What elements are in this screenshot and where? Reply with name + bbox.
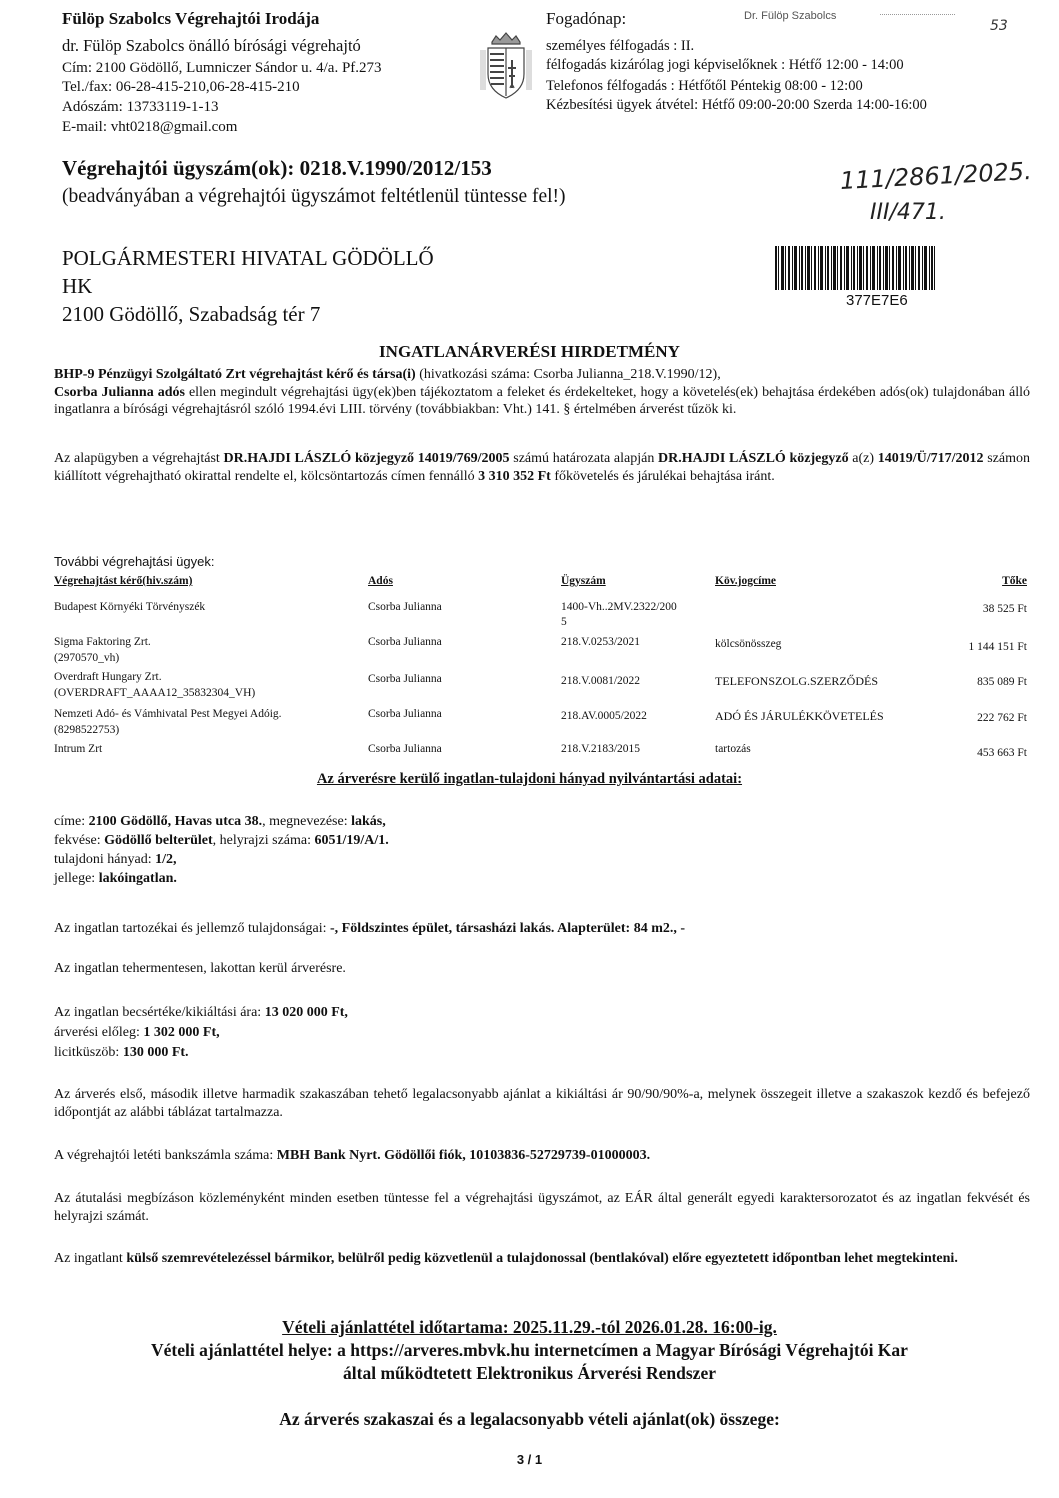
step-label: licitküszöb: [54,1045,123,1060]
table-row-capital: 38 525 Ft [982,603,1027,615]
table-row-case: 1400-Vh..2MV.2322/200 [561,601,677,613]
table-row-basis: kölcsönösszeg [715,638,782,650]
property-share: 1/2, [155,852,177,867]
property-lot-number: 6051/19/A/1. [314,833,389,848]
barcode-code: 377E7E6 [846,292,908,309]
viewing-text-1: Az ingatlant [54,1251,127,1266]
phone-reception: Telefonos félfogadás : Hétfőtől Péntekig 08:00 - 12:00 [546,78,863,94]
basis-text-2: számú határozata alapján [509,451,659,466]
table-row-debtor: Csorba Julianna [368,743,442,755]
table-row-creditor: Nemzeti Adó- és Vámhivatal Pest Megyei Adóig. [54,708,282,720]
basis-text-5: főkövetelés és járulékai behajtása iránt. [550,468,775,484]
personal-reception: személyes félfogadás : II. [546,38,695,54]
table-row-basis: ADÓ ÉS JÁRULÉKKÖVETELÉS [715,709,884,723]
cases-caption: További végrehajtási ügyek: [54,554,215,569]
price-details [54,1003,348,1063]
debtor-name: Csorba Julianna adós [54,384,185,400]
table-row-debtor: Csorba Julianna [368,636,442,648]
table-row-case: 218.AV.0005/2022 [561,710,647,722]
table-row-case: 218.V.0253/2021 [561,636,641,648]
property-details [54,812,389,888]
reception-title: Fogadónap: [546,9,627,28]
table-row-creditor: Intrum Zrt [54,743,103,755]
enforceable-document: 14019/Ü/717/2012 [877,451,984,466]
deposit-label: árverési előleg: [54,1025,144,1040]
col-header-debtor: Adós [368,575,393,587]
case-number: Végrehajtói ügyszám(ok): 0218.V.1990/2012/153 [62,156,492,180]
table-row-creditor-ref: (2970570_vh) [54,652,120,664]
office-name: Fülöp Szabolcs Végrehajtói Irodája [62,9,320,28]
recipient-name: POLGÁRMESTERI HIVATAL GÖDÖLLŐ [62,246,434,270]
table-row-creditor-ref: (OVERDRAFT_AAAA12_35832304_VH) [54,687,256,699]
viewing-text-2: külső szemrevételezéssel bármikor, belülről pedig közvetlenül a tulajdonossal (bentlakóval) előre egyeztetett időpontban lehet megtekinteni. [126,1251,958,1266]
legal-reception: félfogadás kizárólag jogi képviselőknek : Hétfő 12:00 - 14:00 [546,57,904,73]
table-row-capital: 835 089 Ft [977,676,1027,688]
office-email: E-mail: vht0218@gmail.com [62,119,238,135]
table-row-capital: 222 762 Ft [977,712,1027,724]
bidding-place-line1: Vételi ajánlattétel helye: a https://arveres.mbvk.hu internetcímen a Magyar Bírósági Végrehajtói Kar [151,1340,908,1360]
value-label: Az ingatlan becsértéke/kikiáltási ára: [54,1005,265,1020]
col-header-capital: Tőke [1002,575,1027,587]
coat-of-arms-icon [478,30,534,102]
table-row-case: 218.V.0081/2022 [561,675,641,687]
col-header-creditor: Végrehajtást kérő(hiv.szám) [54,575,193,587]
name-label: , megnevezése: [262,814,352,829]
office-address: Cím: 2100 Gödöllő, Lumniczer Sándor u. 4/a. Pf.273 [62,60,382,76]
stamp-text: Dr. Fülöp Szabolcs [744,10,837,22]
transfer-paragraph: Az átutalási megbízáson közleményként minden esetben tüntesse fel a végrehajtási ügyszámot, az EÁR által generált egyedi karaktersorozatot és az ingatlan fekvését és helyrajzi számát. [54,1191,1030,1224]
stamp-line [880,14,955,23]
document-title: INGATLANÁRVERÉSI HIRDETMÉNY [379,342,680,361]
handwritten-corner-number: 53 [990,18,1008,34]
table-row-case: 218.V.2183/2015 [561,743,641,755]
property-heading: Az árverésre kerülő ingatlan-tulajdoni hányad nyilvántartási adatai: [316,771,743,787]
delivery-reception: Kézbesítési ügyek átvétel: Hétfő 09:00-20:00 Szerda 14:00-16:00 [546,97,927,113]
barcode-icon [775,246,935,290]
handwritten-subnumber: III/471. [870,200,946,225]
location-label: fekvése: [54,833,105,848]
features-label: Az ingatlan tartozékai és jellemző tulajdonságai: [54,921,331,936]
stages-paragraph: Az árverés első, második illetve harmadik szakaszában tehető legalacsonyabb ajánlat a kikiáltási ár 90/90/90%-a, melynek összegeit illetve a szakaszok kezdő és befejező időpontját az alábbi táblázat tartalmazza. [54,1087,1030,1120]
features-line [54,921,685,937]
intro-text: ellen megindult végrehajtási ügy(ek)ben tájékoztatom a feleket és érdekelteket, hogy a követelés(ek) behajtása érdekében adós(ok) tulajdonában álló ingatlanra a bírósági végrehajtásról szóló 1994.évi LIII. törvény (továbbiakban: Vht.) 141. § értelmében árverést tűzök ki. [54,384,1030,417]
table-row-basis: TELEFONSZOLG.SZERZŐDÉS [715,674,878,688]
property-features: -, Földszintes épület, társasházi lakás. Alapterület: 84 m2., - [330,921,686,936]
lot-label: , helyrajzi száma: [212,833,315,848]
property-address: 2100 Gödöllő, Havas utca 38. [88,814,263,829]
officer-name: dr. Fülöp Szabolcs önálló bírósági végrehajtó [62,36,361,55]
intro-paragraph [54,366,1030,419]
table-row-basis: tartozás [715,743,751,755]
property-status: Az ingatlan tehermentesen, lakottan kerül árverésre. [54,961,346,976]
creditor-name: BHP-9 Pénzügyi Szolgáltató Zrt végrehajtást kérő és társa(i) [54,367,416,382]
table-row-creditor-ref: (8298522753) [54,724,120,736]
notary-name: DR.HAJDI LÁSZLÓ közjegyző [658,451,849,466]
property-type: lakóingatlan. [98,871,177,886]
basis-paragraph [54,450,1030,485]
basis-text-4: számon kiállított végrehajtható okirattal rendelte el, kölcsöntartozás címen fennálló [54,451,1030,484]
col-header-case: Ügyszám [561,575,606,587]
basis-text-1: Az alapügyben a végrehajtást [54,451,224,466]
principal-amount: 3 310 352 Ft [478,468,551,484]
bidding-period: Vételi ajánlattétel időtartama: 2025.11.29.-tól 2026.01.28. 16:00-ig. [282,1317,777,1337]
table-row-debtor: Csorba Julianna [368,708,442,720]
address-label: címe: [54,814,89,829]
table-row-debtor: Csorba Julianna [368,601,442,613]
bid-increment: 130 000 Ft. [122,1045,189,1060]
table-row-creditor: Budapest Környéki Törvényszék [54,601,206,613]
viewing-paragraph [54,1250,1030,1268]
bidding-place-line2: által működtetett Elektronikus Árverési Rendszer [343,1363,716,1383]
table-row-creditor: Sigma Faktoring Zrt. [54,636,151,648]
bank-label: A végrehajtói letéti bankszámla száma: [54,1148,277,1163]
recipient-department: HK [62,274,93,298]
table-row-capital: 1 144 151 Ft [968,641,1027,653]
starting-price: 13 020 000 Ft, [264,1005,348,1020]
table-row-creditor: Overdraft Hungary Zrt. [54,671,162,683]
recipient-address: 2100 Gödöllő, Szabadság tér 7 [62,302,321,326]
property-location: Gödöllő belterület [104,833,213,848]
creditor-reference: (hivatkozási száma: Csorba Julianna_218.V.1990/12), [415,367,721,382]
table-row-case-cont: 5 [561,616,567,628]
page-number: 3 / 1 [516,1452,543,1467]
table-row-debtor: Csorba Julianna [368,673,442,685]
office-tax-number: Adószám: 13733119-1-13 [62,99,219,115]
office-phone: Tel./fax: 06-28-415-210,06-28-415-210 [62,79,300,95]
table-row-capital: 453 663 Ft [977,747,1027,759]
case-instruction: (beadványában a végrehajtói ügyszámot feltétlenül tüntesse fel!) [62,186,566,207]
auction-deposit: 1 302 000 Ft, [143,1025,220,1040]
col-header-basis: Köv.jogcíme [715,575,776,587]
share-label: tulajdoni hányad: [54,852,156,867]
stages-heading: Az árverés szakaszai és a legalacsonyabb vételi ajánlat(ok) összege: [279,1409,780,1429]
bank-line [54,1148,650,1164]
type-label: jellege: [54,871,99,886]
notary-decision: DR.HAJDI LÁSZLÓ közjegyző 14019/769/2005 [223,451,510,466]
bank-account: MBH Bank Nyrt. Gödöllői fiók, 10103836-52729739-01000003. [276,1148,651,1163]
handwritten-registration: 111/2861/2025. [839,157,1033,195]
basis-text-3: a(z) [848,451,878,466]
property-name: lakás, [351,814,386,829]
